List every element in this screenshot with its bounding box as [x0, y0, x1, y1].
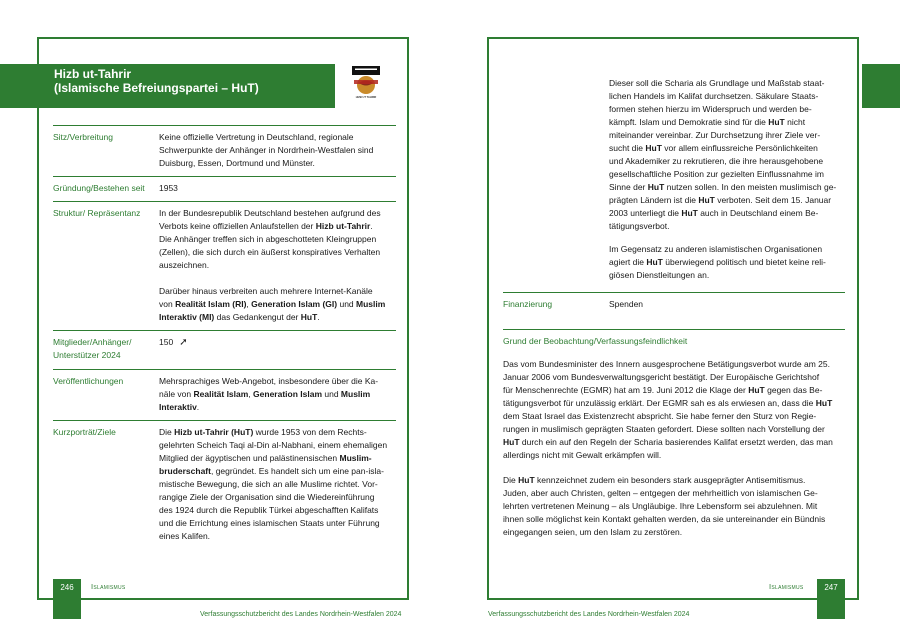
text-line: [609, 155, 849, 168]
bold-org-name: HuT: [815, 398, 833, 408]
text-span: Im Gegensatz zu anderen islamistischen Organisationen: [609, 244, 823, 254]
title-line-1: Hizb ut-Tahrir: [54, 67, 132, 81]
text-span: auch in Deutschland einem Be-: [697, 208, 819, 218]
text-line: [609, 116, 849, 129]
text-line: [503, 474, 848, 487]
bold-org-name: HuT: [300, 312, 318, 322]
section-label-right: Islamismus: [769, 582, 804, 591]
text-line: [503, 371, 848, 384]
text-line: [609, 142, 849, 155]
page-number-right: [817, 579, 845, 619]
text-span: .: [370, 221, 373, 231]
text-span: prägten Ländern ist die: [609, 195, 699, 205]
text-line: Darüber hinaus verbreiten auch mehrere Internet-Kanäle: [159, 286, 373, 296]
text-span: Die: [503, 475, 519, 485]
text-span: Das vom Bundesminister des Innern ausgesprochene Betätigungsverbot wurde am 25.: [503, 359, 830, 369]
text-span: miteinander vereinbar. Zur Durchsetzung ihrer Ziele ver-: [609, 130, 821, 140]
text-line: [503, 423, 848, 436]
text-line: In der Bundesrepublik Deutschland bestehen aufgrund des: [159, 208, 381, 218]
text-line: eines Kalifen.: [159, 531, 211, 541]
text-span: tätigungsverbot für unzulässig erklärt. Der EGMR sah es als erwiesen an, dass die: [503, 398, 816, 408]
bold-org-name: HuT: [646, 257, 663, 267]
text-span: das Gedankengut der: [214, 312, 301, 322]
logo-flag-script: [355, 69, 377, 71]
text-span: Mitglied der ägyptischen und palästinensischen: [159, 453, 340, 463]
row-veroeffentlichungen: [53, 369, 396, 420]
bold-channel: Realität Islam (RI): [175, 299, 247, 309]
text-span: .: [196, 402, 200, 412]
text-span: ,: [246, 299, 252, 309]
text-span: formen stehen hierzu im Widerspruch und werden be-: [609, 104, 812, 114]
text-line: [159, 465, 397, 478]
grund-paragraph-1: [503, 358, 848, 462]
footer-right: Verfassungsschutzbericht des Landes Nordrhein-Westfalen 2024: [488, 611, 690, 618]
text-line: mistische Bewegung, die sich an alle Muslime richtet. Vor-: [159, 479, 378, 489]
text-line: [609, 243, 849, 256]
text-span: gegen das Be-: [764, 385, 823, 395]
grund-paragraph-2: [503, 474, 848, 539]
text-span: und Akademiker zu rekrutieren, die ihre herausgehobene: [609, 156, 824, 166]
text-span: kennzeichnet zudem ein besonders stark ausgeprägter Antisemitismus.: [534, 475, 806, 485]
trend-up-arrow-icon: ➚: [179, 337, 188, 348]
footer-left: Verfassungsschutzbericht des Landes Nordrhein-Westfalen 2024: [200, 611, 402, 618]
text-line: Duisburg, Essen, Dortmund und Münster.: [159, 158, 315, 168]
text-span: Sinne der: [609, 182, 648, 192]
bold-channel: Generation Islam (GI): [251, 299, 338, 309]
org-title-banner: [0, 64, 335, 108]
text-line: Mehrsprachiges Web-Angebot, insbesondere über die Ka-: [159, 376, 379, 386]
text-line: gelehrten Scheich Taqi al-Din al-Nabhani, einem ehemaligen: [159, 440, 388, 450]
text-span: 2003 unterliegt die: [609, 208, 682, 218]
text-line: und die Errichtung eines islamischen Staats unter Führung: [159, 518, 380, 528]
text-line: [503, 487, 848, 500]
row-kurzportraet: [53, 420, 396, 546]
text-span: überwiegend politisch und bietet keine reli-: [662, 257, 826, 267]
text-line: [609, 207, 849, 220]
text-line: Mitglieder/Anhänger/: [53, 337, 132, 347]
label-kurzportraet: Kurzporträt/Ziele: [53, 427, 116, 437]
text-line: [159, 298, 397, 311]
text-span: und: [337, 299, 357, 309]
title-line-2: (Islamische Befreiungspartei – HuT): [54, 81, 259, 95]
text-span: Januar 2006 vom Bundesverwaltungsgericht bestätigt. Der Europäische Gerichtshof: [503, 372, 820, 382]
text-line: [159, 220, 397, 233]
text-span: allerdings nicht mit Gewalt erkämpfen will.: [503, 450, 662, 460]
value-struktur: [159, 207, 397, 324]
value-sitz: [159, 131, 397, 170]
text-span: kämpft. Islam und Demokratie sind für die: [609, 117, 769, 127]
value-veroeffentlichungen: [159, 375, 397, 414]
hizb-ut-tahrir-logo: [349, 64, 383, 102]
text-span: näle von: [159, 389, 194, 399]
bold-org-name: HuT: [748, 385, 765, 395]
text-line: [503, 410, 848, 423]
text-span: ihnen solle möglichst kein Kontakt gehalten werden, da sie untereinander ein Bündnis: [503, 514, 826, 524]
text-span: Die: [159, 427, 175, 437]
text-line: [503, 397, 848, 410]
page-number-left: [53, 579, 81, 619]
logo-flag: [352, 66, 380, 75]
text-span: wurde 1953 von dem Rechts-: [253, 427, 367, 437]
text-span: Dieser soll die Scharia als Grundlage und Maßstab staat-: [609, 78, 825, 88]
text-span: tätigungsverbot.: [609, 221, 670, 231]
bold-org-name: HuT: [768, 117, 785, 127]
row-gruendung: [53, 176, 396, 201]
text-line: [159, 311, 397, 324]
text-line: [609, 269, 849, 282]
heading-grund: Grund der Beobachtung/Verfassungsfeindlichkeit: [503, 336, 688, 346]
text-line: [159, 426, 397, 439]
right-color-tab: [862, 64, 900, 108]
text-line: Unterstützer 2024: [53, 350, 121, 360]
text-line: [609, 194, 849, 207]
label-gruendung: Gründung/Bestehen seit: [53, 183, 145, 193]
logo-caption: HIZB UT TAHRIR: [355, 96, 377, 99]
section-label-left: Islamismus: [91, 582, 126, 591]
text-span: lehrten vertretenen Meinung – als Ungläubige. Ihre Lebensform sei abzulehnen. Mit: [503, 501, 818, 511]
bold-org-name: HuT: [647, 182, 665, 192]
text-span: verboten. Seit dem 15. Januar: [714, 195, 832, 205]
value-kurzportraet: [159, 426, 397, 543]
text-span: nicht: [784, 117, 806, 127]
portrait-continued: [609, 77, 849, 233]
row-mitglieder: [53, 330, 396, 369]
text-span: ,: [248, 389, 254, 399]
bold-channel: Muslim: [340, 389, 371, 399]
text-span: und: [322, 389, 341, 399]
page-number-text: 246: [60, 583, 74, 592]
member-count: 150: [159, 337, 174, 347]
text-span: giösen Dienstleitungen an.: [609, 270, 710, 280]
text-line: Keine offizielle Vertretung in Deutschland, regionale: [159, 132, 354, 142]
text-line: [503, 526, 848, 539]
text-line: [609, 103, 849, 116]
text-span: von: [159, 299, 176, 309]
row-sitz: [53, 125, 396, 176]
value-gruendung: 1953: [159, 183, 178, 193]
text-span: agiert die: [609, 257, 647, 267]
bold-org-name: HuT: [503, 437, 520, 447]
value-finanzierung: Spenden: [609, 299, 644, 309]
row-grund: [503, 329, 845, 352]
text-line: [609, 129, 849, 142]
text-line: [503, 384, 848, 397]
label-mitglieder: [53, 336, 157, 362]
text-line: [503, 449, 848, 462]
text-span: dem Staat Israel das Existenzrecht abspricht. Sie habe ferner den Sturz von Regie-: [503, 411, 817, 421]
bold-channel: Realität Islam: [193, 389, 249, 399]
label-finanzierung: Finanzierung: [503, 299, 553, 309]
text-line: [609, 181, 849, 194]
text-span: .: [317, 312, 320, 322]
text-span: vor allem einflussreiche Persönlichkeiten: [661, 143, 818, 153]
text-span: Verbots keine offiziellen Anlaufstellen der: [159, 221, 316, 231]
text-line: [609, 90, 849, 103]
text-line: [503, 358, 848, 371]
logo-banner-band: [354, 80, 378, 84]
page-title: [54, 67, 259, 95]
label-struktur: Struktur/ Repräsentanz: [53, 208, 141, 218]
bold-org-name: Hizb ut-Tahrir: [315, 221, 371, 231]
label-veroeffentlichungen: Veröffentlichungen: [53, 376, 124, 386]
bold-org-name: HuT: [645, 143, 662, 153]
text-line: Schwerpunkte der Anhänger in Nordrhein-Westfalen sind: [159, 145, 374, 155]
text-span: eingegangen seien, um den Islam zu zerstören.: [503, 527, 683, 537]
bold-org-name: Hizb ut-Tahrir (HuT): [174, 427, 254, 437]
row-finanzierung: [503, 292, 845, 329]
text-span: gesellschaftliche Position zur gezielten Einflussnahme im: [609, 169, 824, 179]
text-line: [503, 436, 848, 449]
text-line: rangige Ziele der Organisation sind die Wiedereinführung: [159, 492, 375, 502]
text-line: [159, 388, 397, 401]
bold-org-name: HuT: [518, 475, 535, 485]
label-sitz: Sitz/Verbreitung: [53, 132, 114, 142]
bold-channel: Muslim: [356, 299, 386, 309]
text-line: [159, 452, 397, 465]
value-mitglieder: [159, 336, 397, 349]
text-span: Juden, aber auch Christen, gelten – entgegen der mehrheitlich von islamischen Ge-: [503, 488, 818, 498]
text-span: durch ein auf den Regeln der Scharia basierendes Kalifat ersetzt werden, das man: [519, 437, 833, 447]
bold-org-name: HuT: [698, 195, 715, 205]
text-span: lichen Handels im Kalifat durchsetzen. Säkulare Staats-: [609, 91, 819, 101]
text-line: [609, 220, 849, 233]
bold-channel: Generation Islam: [253, 389, 323, 399]
portrait-continued-2: [609, 243, 849, 282]
text-line: [609, 256, 849, 269]
text-line: [159, 401, 397, 414]
text-span: sucht die: [609, 143, 646, 153]
text-span: rungen in muslimisch geprägten Staaten gefordert. Diese sollten nach Vorstellung der: [503, 424, 825, 434]
text-line: Die Anhänger treffen sich in abgeschotteten Kleingruppen: [159, 234, 377, 244]
text-line: (Zellen), die sich durch ein äußerst konspiratives Verhalten: [159, 247, 381, 257]
text-span: , gegründet. Es handelt sich um eine pan-isla-: [210, 466, 384, 476]
row-struktur: [53, 201, 396, 330]
text-span: für Menschenrechte (EGMR) hat am 19. Juni 2012 die Klage der: [503, 385, 749, 395]
bold-channel: Interaktiv (MI): [159, 312, 215, 322]
text-span: nutzen sollen. In den meisten muslimisch ge-: [664, 182, 837, 192]
bold-channel: Interaktiv: [159, 402, 197, 412]
bold-text: bruderschaft: [159, 466, 211, 476]
text-line: auszeichnen.: [159, 260, 210, 270]
text-line: [609, 77, 849, 90]
bold-org-name: HuT: [681, 208, 698, 218]
text-line: des 1924 durch die Republik Türkei abgeschafften Kalifats: [159, 505, 379, 515]
bold-text: Muslim-: [339, 453, 372, 463]
text-line: [503, 500, 848, 513]
text-line: [609, 168, 849, 181]
text-line: [503, 513, 848, 526]
page-number-text: 247: [824, 583, 838, 592]
